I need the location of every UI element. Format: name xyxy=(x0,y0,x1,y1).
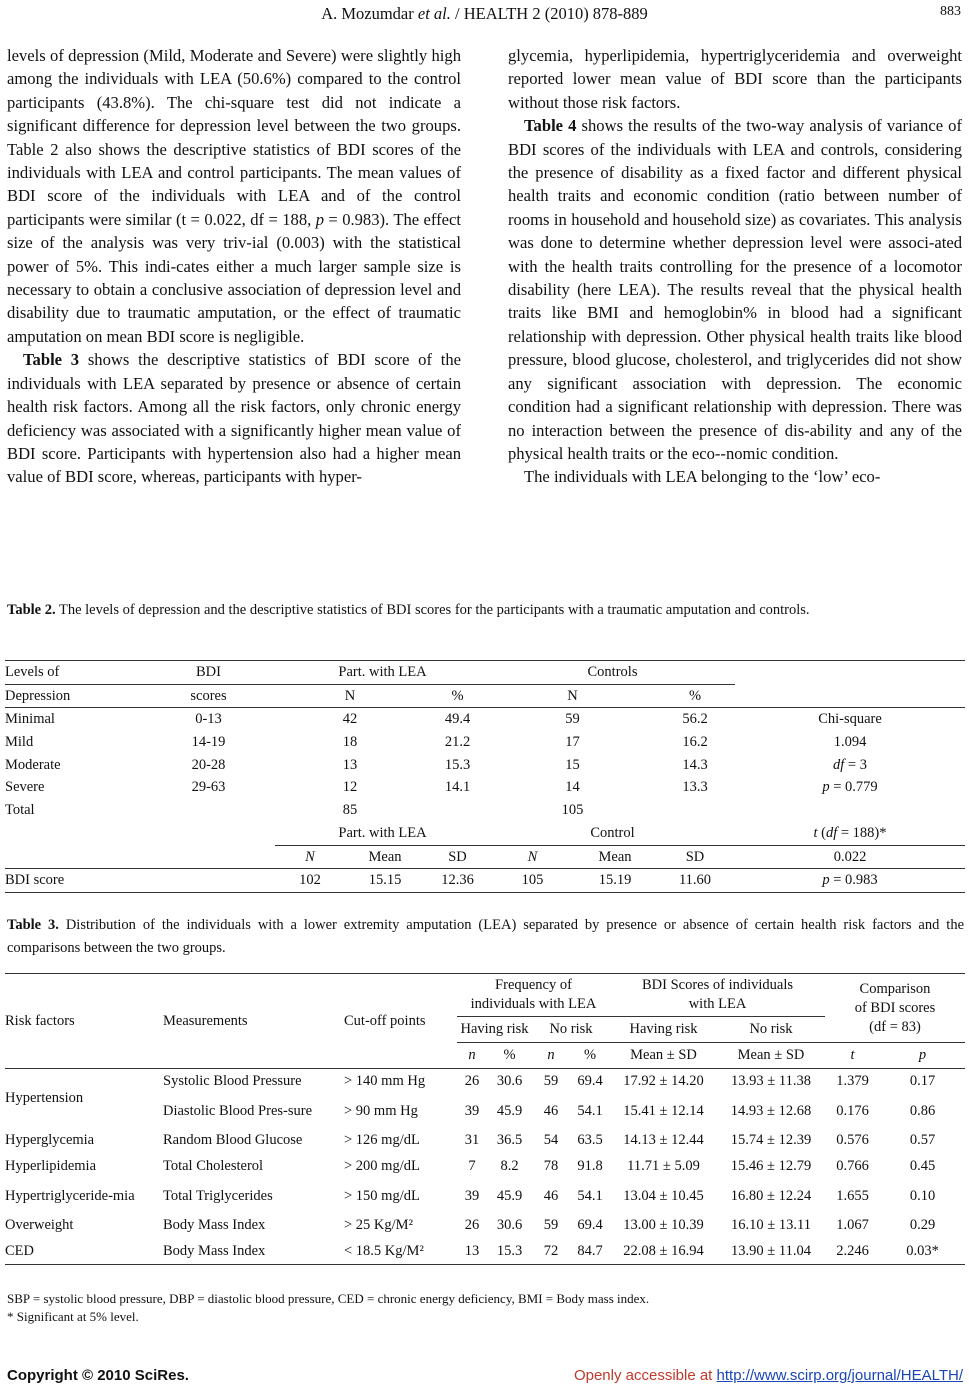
paragraph: Table 4 shows the results of the two-way analysis of variance of BDI scores of the individuals with LEA and controls, considering the presence of disability as a fixed factor and different physical health traits and economic condition (ratio between number of rooms in household and household size) as covariates. This analysis was done to determine whether depression level were associ-ated with the health traits controlling for the presence of a locomotor disability (here LEA). The results reveal that the physical health traits like BMI and hemoglobin% in blood had a significant relationship with depression. Other physical health traits like blood pressure, blood glucose, cholesterol, and triglycerides did not show any significant association with depression. The economic condition had a significant relationship with depression. There was no interaction between the presence of dis-ability and any of the physical health traits or the eco--nomic condition. xyxy=(508,116,962,463)
journal-url-link[interactable]: http://www.scirp.org/journal/HEALTH/ xyxy=(716,1367,963,1384)
table-row: Minimal 0-13 42 49.4 59 56.2 Chi-square xyxy=(5,711,882,728)
journal-header-title: A. Mozumdar et al. / HEALTH 2 (2010) 878-889 xyxy=(321,4,648,23)
table-row: Moderate 20-28 13 15.3 15 14.3 df = 3 xyxy=(5,756,867,773)
table-row: Hyperglycemia Random Blood Glucose > 126 mg/dL 31 36.5 54 63.5 14.13 ± 12.44 15.74 ± 12.39 0.576 0.57 xyxy=(5,1132,936,1148)
paragraph: Table 3 shows the descriptive statistics of BDI score of the individuals with LEA separated by presence or absence of certain health risk factors. Among all the risk factors, only chronic energy deficiency was associated with a significantly higher mean value of BDI score. Participants with hypertension also had a higher mean value of BDI score, whereas, participants with hyper- xyxy=(7,350,461,487)
left-column xyxy=(7,44,461,489)
table2-header-row2: Depression scores N % N % xyxy=(5,684,965,708)
table-row: BDI score 102 15.15 12.36 105 15.19 11.60 p = 0.983 xyxy=(5,869,965,893)
open-access-notice: Openly accessible at http://www.scirp.org/journal/HEALTH/ xyxy=(573,1367,963,1384)
right-column xyxy=(508,44,962,489)
table2-header-row1: Levels of BDI Part. with LEA Controls xyxy=(5,661,965,685)
table3-header-row3: n % n % Mean ± SD Mean ± SD t p xyxy=(5,1043,965,1069)
running-header xyxy=(0,2,969,24)
table-row: Hypertension Systolic Blood Pressure > 140 mm Hg 26 30.6 59 69.4 17.92 ± 14.20 13.93 ± 11.38 1.379 0.17 xyxy=(5,1073,936,1106)
page-number: 883 xyxy=(940,4,961,19)
table3-footnote-significance: * Significant at 5% level. xyxy=(7,1309,139,1324)
table3-caption: Table 3. Distribution of the individuals with a lower extremity amputation (LEA) separated by presence or absence of certain health risk factors and the comparisons between the two groups. xyxy=(7,917,965,956)
table2-subheader-row1: Part. with LEA Control t (df = 188)* xyxy=(5,822,965,845)
table2-caption: Table 2. The levels of depression and the descriptive statistics of BDI scores for the participants with a traumatic amputation and controls. xyxy=(7,602,810,618)
table3-header-row2: Having risk No risk Having risk No risk xyxy=(5,1017,965,1043)
table3 xyxy=(5,973,965,1265)
table-row: Diastolic Blood Pres-sure > 90 mm Hg 39 45.9 46 54.1 15.41 ± 12.14 14.93 ± 12.68 0.176 0.86 xyxy=(163,1102,936,1119)
table-row: Hypertriglyceride-mia Total Triglycerides > 150 mg/dL 39 45.9 46 54.1 13.04 ± 10.45 16.80 ± 12.24 1.655 0.10 xyxy=(5,1187,936,1204)
table3-header-row1: Risk factors Measurements Cut-off points Frequency of individuals with LEA BDI Scores of individuals with LEA Comparison of BDI scores (df = 83) xyxy=(5,974,965,1017)
table3-footnote-abbrev: SBP = systolic blood pressure, DBP = diastolic blood pressure, CED = chronic energy deficiency, BMI = Body mass index. xyxy=(7,1291,650,1306)
table2 xyxy=(5,660,965,893)
table-row: Hyperlipidemia Total Cholesterol > 200 mg/dL 7 8.2 78 91.8 11.71 ± 5.09 15.46 ± 12.79 0.766 0.45 xyxy=(5,1158,936,1174)
table-row: Mild 14-19 18 21.2 17 16.2 1.094 xyxy=(5,734,867,751)
table2-subheader-row2: N Mean SD N Mean SD 0.022 xyxy=(5,845,965,869)
table-row: Overweight Body Mass Index > 25 Kg/M² 26 30.6 59 69.4 13.00 ± 10.39 16.10 ± 13.11 1.067 0.29 xyxy=(5,1217,936,1233)
table-row: CED Body Mass Index < 18.5 Kg/M² 13 15.3 72 84.7 22.08 ± 16.94 13.90 ± 11.04 2.246 0.03* xyxy=(5,1239,965,1265)
page-footer xyxy=(0,1367,969,1387)
table-row: Total 85 105 xyxy=(5,802,584,819)
table-row: Severe 29-63 12 14.1 14 13.3 p = 0.779 xyxy=(5,779,878,796)
paragraph: The individuals with LEA belonging to the ‘low’ eco- xyxy=(524,467,881,487)
paragraph: levels of depression (Mild, Moderate and Severe) were slightly high among the individuals with LEA (50.6%) compared to the control participants (43.8%). The chi-square test did not indicate a significant difference for depression level between the two groups. Table 2 also shows the descriptive statistics of BDI scores of the individuals with LEA and control participants. The mean values of BDI score of the individuals with LEA and of the control participants were similar (t = 0.022, df = 188, p = 0.983). The effect size of the analysis was very triv-ial (0.003) with the statistical power of 5%. This indi-cates either a much larger sample size is necessary to obtain a conclusive association of depression level and disability due to traumatic amputation, or the effect of traumatic amputation on mean BDI score is negligible. xyxy=(7,46,461,346)
copyright-notice: Copyright © 2010 SciRes. xyxy=(7,1367,189,1384)
paragraph: glycemia, hyperlipidemia, hypertriglyceridemia and overweight reported lower mean value of BDI score than the participants without those risk factors. xyxy=(508,46,962,112)
